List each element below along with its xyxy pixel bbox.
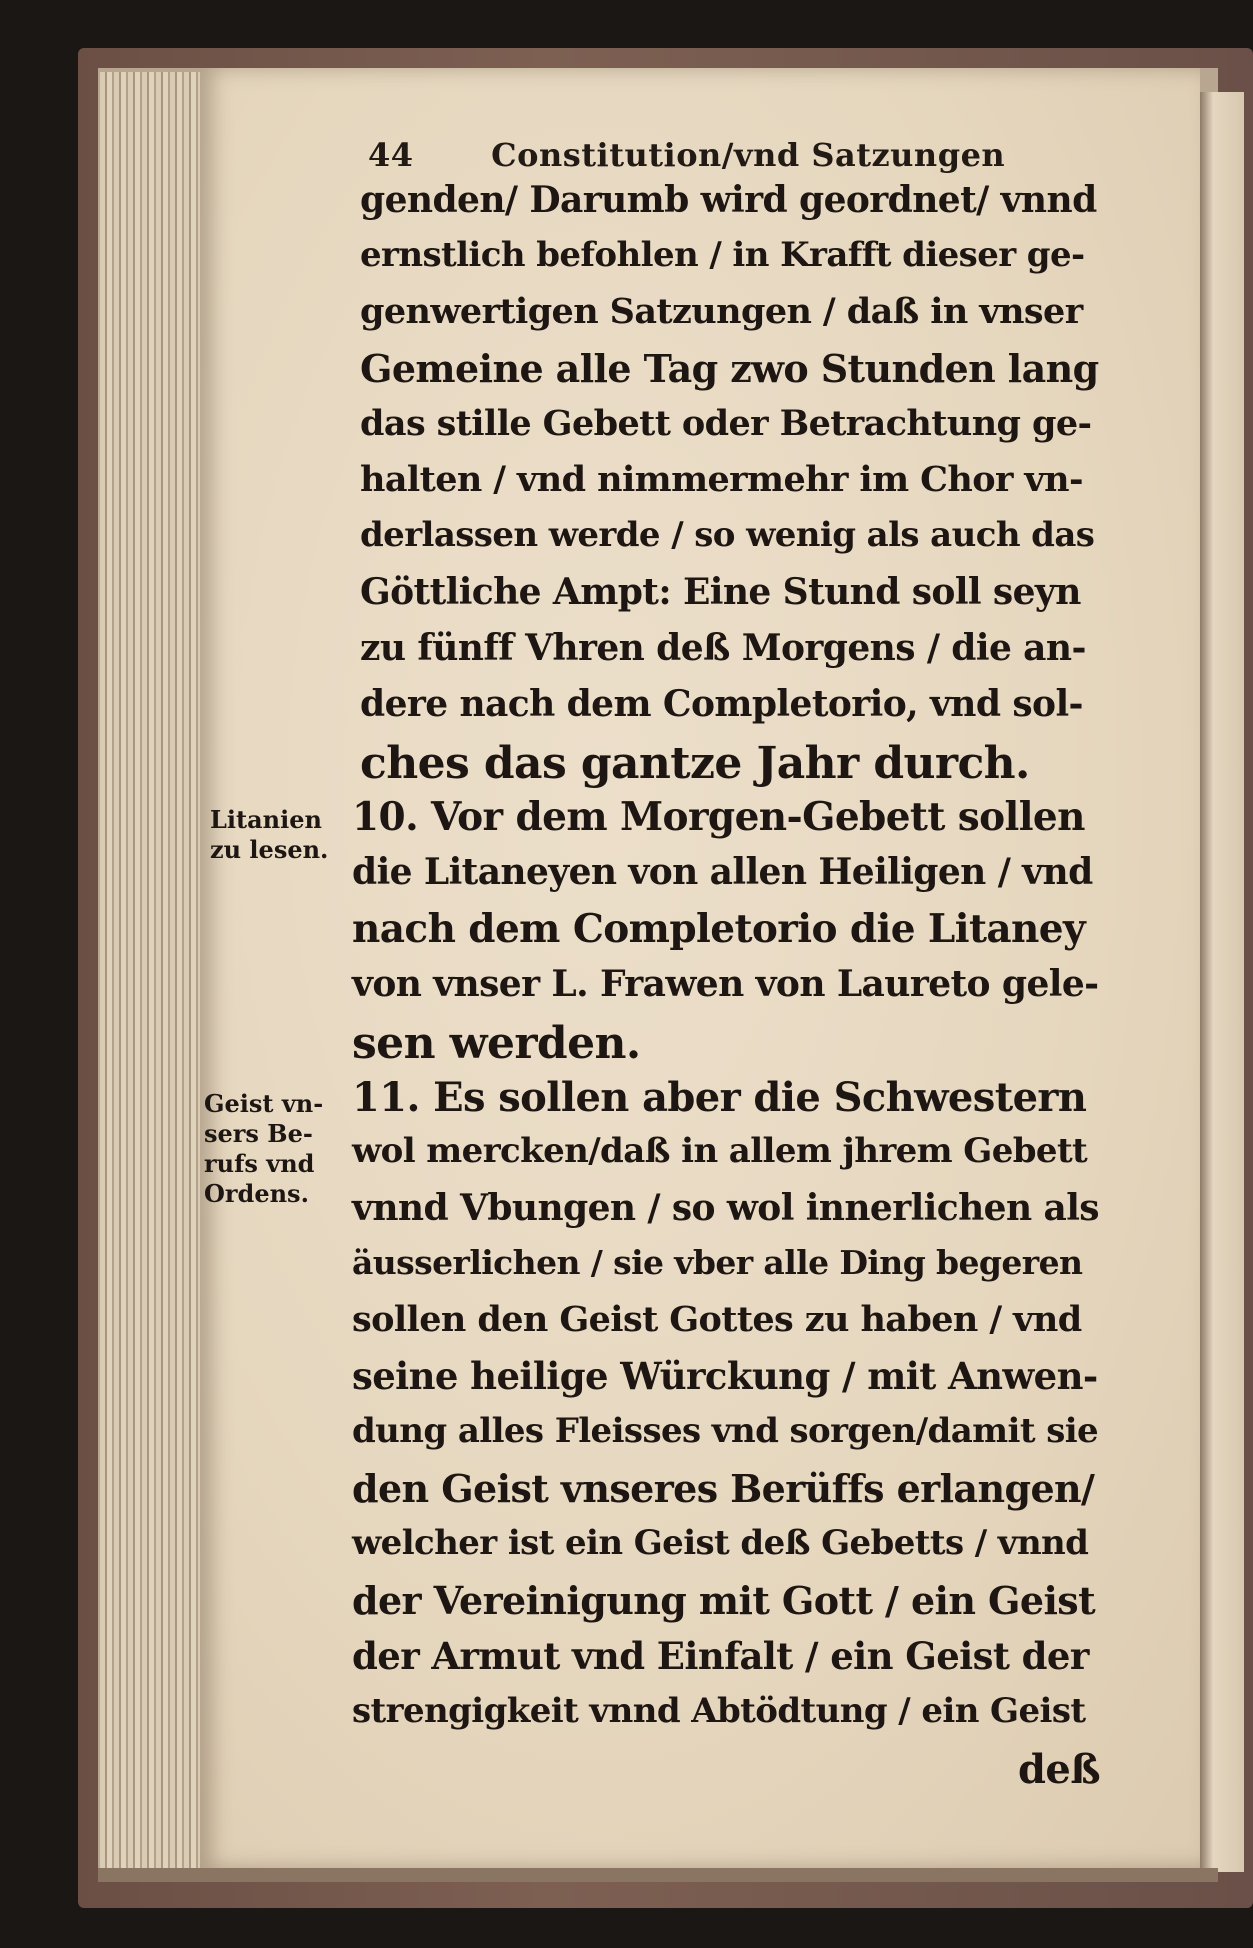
page-number: 44: [368, 136, 414, 174]
margin-note-litanien: zu lesen.: [210, 835, 329, 864]
bottom-edge: [98, 1868, 1218, 1882]
margin-note-geist: sers Be-: [204, 1119, 313, 1148]
body-line: seine heilige Würckung / mit Anwen-: [352, 1354, 1098, 1398]
running-title: Constitution/vnd Satzungen: [491, 136, 1006, 174]
body-line: den Geist vnseres Berüffs erlangen/: [352, 1466, 1095, 1511]
margin-note-litanien: Litanien: [210, 805, 322, 834]
body-line: äusserlichen / sie vber alle Ding begeren: [352, 1243, 1083, 1282]
body-line: wol mercken/daß in allem jhrem Gebett: [352, 1131, 1088, 1171]
body-line: vnnd Vbungen / so wol innerlichen als: [352, 1187, 1099, 1229]
body-line: zu fünff Vhren deß Morgens / die an-: [360, 627, 1086, 669]
body-line: ches das gantze Jahr durch.: [360, 738, 1030, 789]
body-line: der Armut vnd Einfalt / ein Geist der: [352, 1634, 1089, 1678]
body-line: halten / vnd nimmermehr im Chor vn-: [360, 459, 1083, 500]
body-line: 10. Vor dem Morgen-Gebett sollen: [352, 794, 1085, 840]
facing-page-edge: [1200, 92, 1244, 1872]
body-line: von vnser L. Frawen von Laureto gele-: [352, 963, 1099, 1005]
body-line: sen werden.: [352, 1018, 641, 1069]
body-line: dung alles Fleisses vnd sorgen/damit sie: [352, 1411, 1099, 1451]
body-line: der Vereinigung mit Gott / ein Geist: [352, 1578, 1096, 1623]
catchword: deß: [1018, 1746, 1101, 1793]
body-line: 11. Es sollen aber die Schwestern: [352, 1074, 1087, 1121]
body-line: Göttliche Ampt: Eine Stund soll seyn: [360, 571, 1081, 613]
margin-note-geist: rufs vnd: [204, 1149, 315, 1178]
body-line: die Litaneyen von allen Heiligen / vnd: [352, 851, 1093, 893]
body-line: das stille Gebett oder Betrachtung ge-: [360, 403, 1092, 444]
body-line: genwertigen Satzungen / daß in vnser: [360, 291, 1083, 332]
margin-note-geist: Geist vn-: [204, 1089, 324, 1118]
body-line: ernstlich befohlen / in Krafft dieser ge-: [360, 235, 1085, 275]
running-header: [368, 136, 1005, 174]
body-line: strengigkeit vnnd Abtödtung / ein Geist: [352, 1691, 1086, 1731]
margin-note-geist: Ordens.: [204, 1179, 309, 1208]
body-line: derlassen werde / so wenig als auch das: [360, 515, 1095, 555]
body-line: Gemeine alle Tag zwo Stunden lang: [360, 346, 1099, 391]
page-edges: [100, 72, 200, 1872]
body-line: nach dem Completorio die Litaney: [352, 906, 1086, 952]
body-line: sollen den Geist Gottes zu haben / vnd: [352, 1299, 1082, 1340]
body-line: welcher ist ein Geist deß Gebetts / vnnd: [352, 1523, 1089, 1563]
body-line: genden/ Darumb wird geordnet/ vnnd: [360, 179, 1097, 221]
body-line: dere nach dem Completorio, vnd sol-: [360, 683, 1083, 725]
